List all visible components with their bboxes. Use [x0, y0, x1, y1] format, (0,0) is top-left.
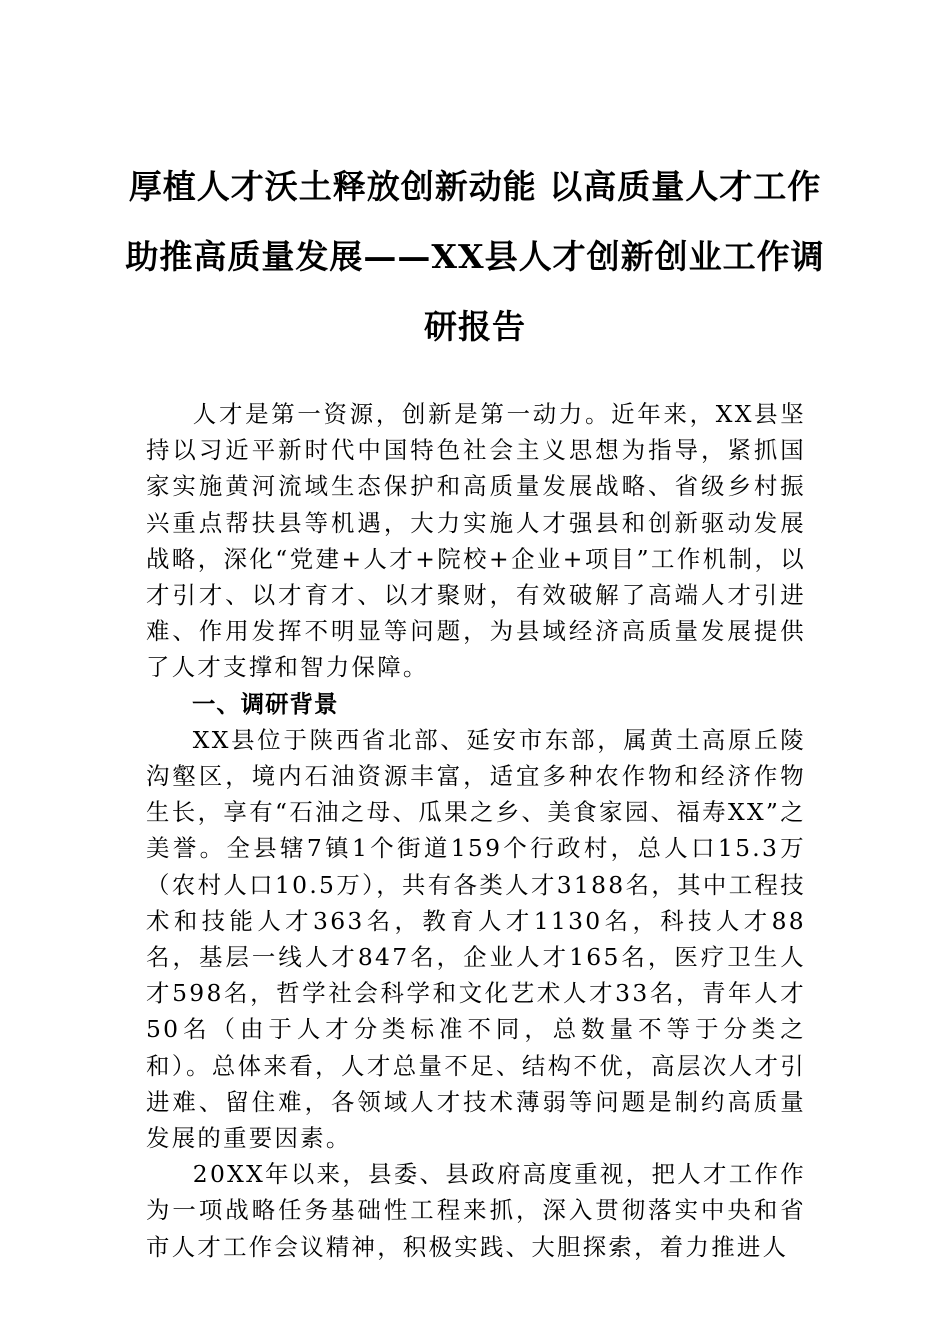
document-title: 厚植人才沃土释放创新动能 以高质量人才工作助推高质量发展——XX县人才创新创业工作调研报告: [125, 167, 825, 346]
section-heading: 一、调研背景: [192, 689, 339, 718]
background-paragraph: XX县位于陕西省北部、延安市东部，属黄土高原丘陵沟壑区，境内石油资源丰富，适宜多种农作物和经济作物生长，享有“石油之母、瓜果之乡、美食家园、福寿XX”之美誉。全县辖7镇1个街道159个行政村，总人口15.3万（农村人口10.5万），共有各类人才3188名，其中工程技术和技能人才363名，教育人才1130名，科技人才88名，基层一线人才847名，企业人才165名，医疗卫生人才598名，哲学社会科学和文化艺术人才33名，青年人才50名（由于人才分类标准不同，总数量不等于分类之和）。总体来看，人才总量不足、结构不优，高层次人才引进难、留住难，各领域人才技术薄弱等问题是制约高质量发展的重要因素。: [146, 725, 806, 1153]
work-paragraph: 20XX年以来，县委、县政府高度重视，把人才工作作为一项战略任务基础性工程来抓，深入贯彻落实中央和省市人才工作会议精神，积极实践、大胆探索，着力推进人: [146, 1160, 806, 1261]
document-body: [146, 396, 806, 1265]
intro-paragraph: 人才是第一资源，创新是第一动力。近年来，XX县坚持以习近平新时代中国特色社会主义思想为指导，紧抓国家实施黄河流域生态保护和高质量发展战略、省级乡村振兴重点帮扶县等机遇，大力实施人才强县和创新驱动发展战略，深化“党建+人才+院校+企业+项目”工作机制，以才引才、以才育才、以才聚财，有效破解了高端人才引进难、作用发挥不明显等问题，为县域经济高质量发展提供了人才支撑和智力保障。: [146, 400, 806, 682]
